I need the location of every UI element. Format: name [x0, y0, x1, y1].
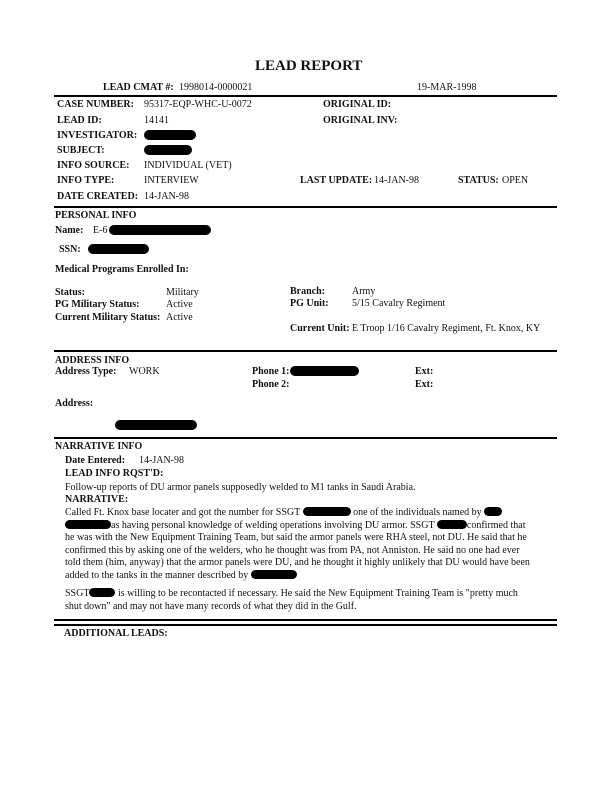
address-info-title: ADDRESS INFO	[55, 355, 130, 366]
lead-info-rqst-label: LEAD INFO RQST'D:	[65, 468, 164, 479]
status-label: STATUS:	[458, 175, 499, 186]
rule-personal	[54, 206, 557, 208]
pg-unit-value: 5/15 Cavalry Regiment	[352, 298, 446, 309]
lead-info-rqst-text: Follow-up reports of DU armor panels supposedly welded to M1 tanks in Saudi Arabia.	[65, 482, 416, 493]
branch-value: Army	[352, 286, 376, 297]
p2-text-a: SSGT	[65, 588, 90, 599]
ext1-label: Ext:	[415, 366, 434, 377]
narrative-paragraph-2	[65, 588, 535, 613]
page-title: LEAD REPORT	[255, 58, 363, 74]
date-created-value: 14-JAN-98	[144, 191, 189, 202]
pg-unit-label: PG Unit:	[290, 298, 329, 309]
current-unit-value: E Troop 1/16 Cavalry Regiment, Ft. Knox, KY	[352, 323, 541, 334]
date-entered-label: Date Entered:	[65, 455, 126, 466]
report-date: 19-MAR-1998	[417, 82, 477, 93]
p1-text-d: confirmed that he was with the New Equipment Training Team, but said the armor panels were RHA steel, not DU. He said that he confirmed this by asking one of the welders, who he thought was from PA, not Anniston. He said no one had ever told them (him, anyway) that the armor panels were DU, and he thought it highly unlikely that DU would have been added to the tanks in the manner described by	[65, 519, 530, 581]
lead-cmat-label: LEAD CMAT #:	[103, 82, 174, 93]
p1-text-b: one of the individuals named by	[353, 507, 482, 518]
info-type-value: INTERVIEW	[144, 175, 199, 186]
date-created-label: DATE CREATED:	[57, 191, 139, 202]
narrative-label: NARRATIVE:	[65, 494, 129, 505]
p1-redaction-4	[437, 520, 467, 529]
ssn-redaction	[88, 244, 149, 254]
last-update-label: LAST UPDATE:	[300, 175, 373, 186]
address-label: Address:	[55, 398, 94, 409]
last-update-value: 14-JAN-98	[374, 175, 419, 186]
current-military-value: Active	[166, 312, 193, 323]
p2-text-b: is willing to be recontacted if necessary. He said the New Equipment Training Team is "pretty much shut down" and may not have many records of what they did in the Gulf.	[65, 588, 518, 612]
lead-cmat-value: 1998014-0000021	[179, 82, 253, 93]
phone2-label: Phone 2:	[252, 379, 290, 390]
info-type-label: INFO TYPE:	[57, 175, 115, 186]
lead-id-value: 14141	[144, 115, 169, 126]
rule-additional-1	[54, 619, 557, 621]
name-label: Name:	[55, 225, 84, 236]
name-redaction	[109, 225, 211, 235]
original-id-label: ORIGINAL ID:	[323, 99, 392, 110]
medical-label: Medical Programs Enrolled In:	[55, 264, 189, 275]
p1-redaction-3	[65, 520, 111, 529]
rule-narrative	[54, 437, 557, 439]
case-number-value: 95317-EQP-WHC-U-0072	[144, 99, 252, 110]
ssn-label: SSN:	[59, 244, 81, 255]
p1-text-a: Called Ft. Knox base locater and got the number for SSGT	[65, 507, 301, 518]
phone1-label: Phone 1:	[252, 366, 290, 377]
address-type-label: Address Type:	[55, 366, 117, 377]
address-type-value: WORK	[129, 366, 160, 377]
subject-label: SUBJECT:	[57, 145, 105, 156]
name-value: E-6	[93, 225, 108, 236]
current-military-label: Current Military Status:	[55, 312, 161, 323]
p2-redaction-1	[89, 588, 115, 597]
date-entered-value: 14-JAN-98	[139, 455, 184, 466]
info-source-label: INFO SOURCE:	[57, 160, 130, 171]
lead-id-label: LEAD ID:	[57, 115, 102, 126]
pg-military-label: PG Military Status:	[55, 299, 140, 310]
additional-leads-title: ADDITIONAL LEADS:	[64, 628, 168, 639]
investigator-redaction	[144, 130, 196, 140]
rule-additional-2	[54, 624, 557, 626]
rule-top	[54, 95, 557, 97]
info-source-value: INDIVIDUAL (VET)	[144, 160, 232, 171]
subject-redaction	[144, 145, 192, 155]
narrative-info-title: NARRATIVE INFO	[55, 441, 143, 452]
address-redaction	[115, 420, 197, 430]
pg-military-value: Active	[166, 299, 193, 310]
ext2-label: Ext:	[415, 379, 434, 390]
personal-info-title: PERSONAL INFO	[55, 210, 137, 221]
branch-label: Branch:	[290, 286, 325, 297]
p1-redaction-2	[484, 507, 502, 516]
rule-address	[54, 350, 557, 352]
mil-status-label: Status:	[55, 287, 86, 298]
p1-redaction-5	[251, 570, 297, 579]
mil-status-value: Military	[166, 287, 199, 298]
case-number-label: CASE NUMBER:	[57, 99, 134, 110]
phone1-redaction	[290, 366, 359, 376]
narrative-paragraph-1	[65, 507, 535, 583]
p1-redaction-1	[303, 507, 351, 516]
current-unit-label: Current Unit:	[290, 323, 350, 334]
status-value: OPEN	[502, 175, 529, 186]
original-inv-label: ORIGINAL INV:	[323, 115, 398, 126]
investigator-label: INVESTIGATOR:	[57, 130, 138, 141]
p1-text-c: as having personal knowledge of welding operations involving DU armor. SSGT	[111, 519, 435, 531]
